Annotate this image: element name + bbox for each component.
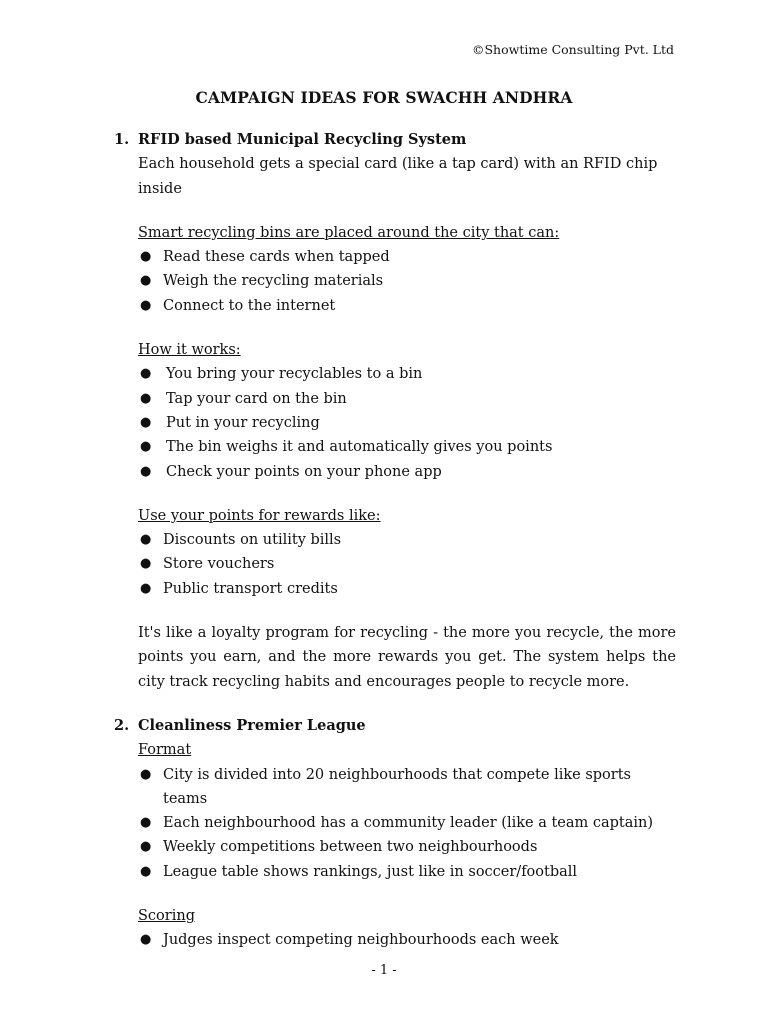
header-copyright: ©Showtime Consulting Pvt. Ltd [471,42,674,57]
list-item: ● Weekly competitions between two neighbourhoods [138,835,676,859]
page-number: - 1 - [371,963,397,978]
bullet-icon: ● [140,297,152,313]
bullet-icon: ● [140,390,152,406]
list-item: ● The bin weighs it and automatically gives you points [138,435,676,459]
bullet-icon: ● [140,414,152,430]
list-item: ● Judges inspect competing neighbourhoods each week [138,928,676,952]
list-item: ● City is divided into 20 neighbourhoods that compete like sports teams [138,763,676,812]
bullet-icon: ● [140,863,152,879]
bullet-list [138,763,676,884]
list-item: ● Weigh the recycling materials [138,269,676,293]
bullet-icon: ● [140,273,152,289]
list-item: ● Read these cards when tapped [138,245,676,269]
list-item: ● Each neighbourhood has a community leader (like a team captain) [138,811,676,835]
section-number: 1. [114,131,130,148]
bullet-icon: ● [140,366,152,382]
section-intro: Each household gets a special card (like a tap card) with an RFID chip inside [138,156,658,197]
section-title: Cleanliness Premier League [138,716,366,734]
list-item: ● League table shows rankings, just like in soccer/football [138,860,676,884]
list-item: ● Tap your card on the bin [138,387,676,411]
document-body [114,128,676,953]
section-heading [114,128,676,152]
bullet-list [138,528,676,601]
section-title: RFID based Municipal Recycling System [138,131,467,148]
list-item: ● Put in your recycling [138,411,676,435]
subheading: Scoring [138,908,195,925]
list-item: ● Store vouchers [138,552,676,576]
section-number: 2. [114,716,130,734]
bullet-icon: ● [140,439,152,455]
bullet-icon: ● [140,556,152,572]
subheading: Format [138,742,192,759]
section-heading [114,714,676,738]
subheading: Smart recycling bins are placed around the city that can: [138,224,560,241]
subheading: Use your points for rewards like: [138,507,381,524]
bullet-icon: ● [140,463,152,479]
list-item: ● You bring your recyclables to a bin [138,362,676,386]
list-item: ● Public transport credits [138,577,676,601]
section-summary: It's like a loyalty program for recycling - the more you recycle, the more points you earn, and the more rewards you get. The system helps the city track recycling habits and encourages people to recycle more. [138,625,676,690]
bullet-icon: ● [140,766,152,782]
bullet-list [138,245,676,318]
bullet-list [138,928,676,952]
subheading: How it works: [138,342,241,359]
bullet-icon: ● [140,580,152,596]
bullet-icon: ● [140,815,152,831]
bullet-list [138,362,676,483]
list-item: ● Discounts on utility bills [138,528,676,552]
list-item: ● Check your points on your phone app [138,460,676,484]
bullet-icon: ● [140,932,152,948]
bullet-icon: ● [140,249,152,265]
bullet-icon: ● [140,532,152,548]
list-item: ● Connect to the internet [138,294,676,318]
bullet-icon: ● [140,839,152,855]
document-title: CAMPAIGN IDEAS FOR SWACHH ANDHRA [195,88,573,107]
